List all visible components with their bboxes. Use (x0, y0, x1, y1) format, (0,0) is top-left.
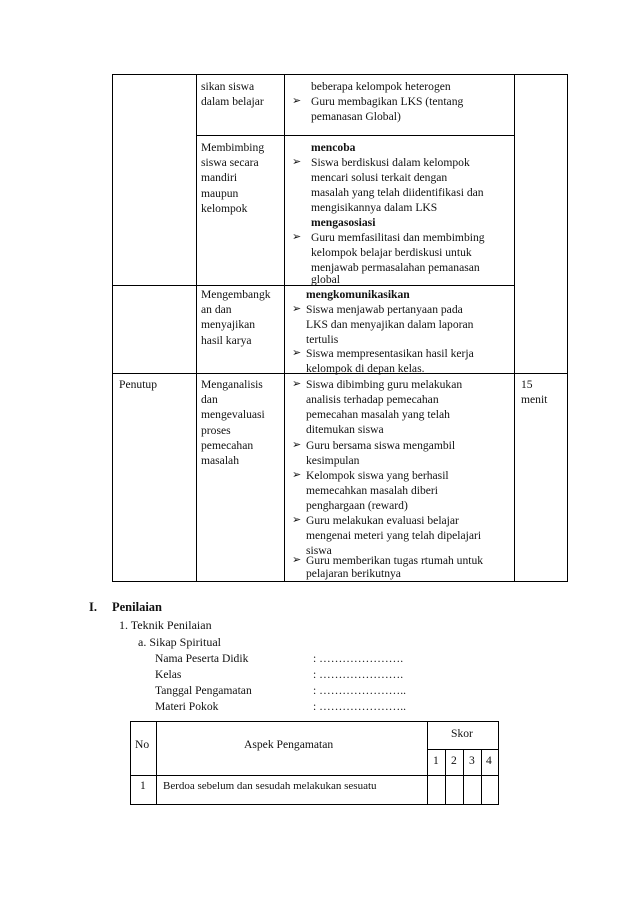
step-cell (201, 377, 265, 468)
activity-line: Kelompok siswa yang berhasil (306, 469, 449, 482)
activity-heading: mengkomunikasikan (306, 288, 410, 301)
row-divider (196, 135, 515, 136)
activity-line: Siswa menjawab pertanyaan pada (306, 303, 463, 316)
score-col-divider (156, 721, 157, 805)
activity-line: Guru memfasilitasi dan membimbing (311, 231, 485, 244)
activity-line: masalah yang telah diidentifikasi dan (311, 186, 484, 199)
row-no: 1 (140, 779, 146, 792)
field-value: : ………………….. (313, 700, 407, 713)
table-border-col3 (284, 74, 285, 582)
step-line: Membimbing (201, 141, 265, 154)
score-table-border-bottom (130, 804, 499, 805)
activity-line: beberapa kelompok heterogen (311, 80, 451, 93)
step-line: hasil karya (201, 333, 252, 347)
activity-line: siswa (306, 544, 332, 557)
table-border-col4 (514, 74, 515, 582)
field-value: : ………………….. (313, 684, 407, 697)
header-score: Skor (451, 727, 473, 740)
activity-heading: mencoba (311, 141, 356, 154)
activity-line: mengisikannya dalam LKS (311, 201, 438, 214)
score-col-divider (445, 749, 446, 805)
table-border-col2 (196, 74, 197, 582)
step-line: masalah (201, 454, 239, 468)
step-cell (201, 287, 271, 348)
phase-cell: Penutup (119, 378, 158, 391)
activity-line: tertulis (306, 333, 339, 346)
score-table-border-left (130, 721, 131, 805)
step-line: Mengembangk (201, 288, 271, 301)
activity-line: global (311, 273, 340, 286)
score-table-border-right (498, 721, 499, 805)
activity-line: Siswa mempresentasikan hasil kerja (306, 347, 474, 360)
bullet-arrow-icon: ➢ (292, 554, 302, 566)
activity-line: pelajaran berikutnya (306, 567, 401, 580)
step-line: dalam belajar (201, 95, 264, 109)
activity-line: kelompok di depan kelas. (306, 362, 425, 375)
row-aspect: Berdoa sebelum dan sesudah melakukan sesuatu (163, 780, 377, 792)
activity-line: Guru membagikan LKS (tentang (311, 95, 464, 108)
bullet-arrow-icon: ➢ (292, 439, 302, 451)
step-line: an dan (201, 303, 232, 317)
activity-line: kesimpulan (306, 454, 360, 467)
score-level: 3 (469, 754, 475, 767)
activity-line: analisis terhadap pemecahan (306, 393, 439, 406)
table-border-left (112, 74, 113, 582)
step-line: dan (201, 393, 218, 407)
score-col-divider (481, 749, 482, 805)
time-unit: menit (521, 393, 548, 407)
step-line: siswa secara (201, 156, 259, 170)
activity-line: mengenai meteri yang telah dipelajari (306, 529, 482, 542)
score-header-divider (130, 775, 499, 776)
bullet-arrow-icon: ➢ (292, 231, 302, 243)
step-line: proses (201, 423, 231, 437)
score-level: 2 (451, 754, 457, 767)
field-value: : …………………. (313, 668, 404, 681)
activity-line: pemecahan masalah yang telah (306, 408, 450, 421)
activity-line: mencari solusi terkait dengan (311, 171, 448, 184)
activity-line: pemanasan Global) (311, 110, 401, 123)
score-table-border-top (130, 721, 499, 722)
bullet-arrow-icon: ➢ (292, 378, 302, 390)
header-aspect: Aspek Pengamatan (244, 738, 334, 751)
field-label: Tanggal Pengamatan (155, 684, 252, 697)
activity-line: LKS dan menyajikan dalam laporan (306, 318, 474, 331)
activity-line: Guru melakukan evaluasi belajar (306, 514, 459, 527)
activity-heading: mengasosiasi (311, 216, 376, 229)
step-line: Menganalisis (201, 378, 263, 391)
activity-line: Siswa berdiskusi dalam kelompok (311, 156, 470, 169)
activity-line: Guru memberikan tugas rtumah untuk (306, 554, 484, 567)
table-border-right (567, 74, 568, 582)
activity-line: menjawab permasalahan pemanasan (311, 261, 480, 274)
subsection-technique: 1. Teknik Penilaian (119, 618, 212, 632)
field-label: Materi Pokok (155, 700, 219, 713)
step-line: mandiri (201, 171, 238, 185)
score-col-divider (427, 721, 428, 805)
section-number: I. (89, 600, 97, 614)
header-no: No (135, 738, 150, 751)
time-cell (521, 377, 547, 407)
activity-line: penghargaan (reward) (306, 499, 408, 512)
bullet-arrow-icon: ➢ (292, 95, 302, 107)
step-line: menyajikan (201, 318, 256, 332)
table-border-top (112, 74, 568, 75)
bullet-arrow-icon: ➢ (292, 303, 302, 315)
step-line: mengevaluasi (201, 408, 265, 422)
step-line: maupun (201, 186, 239, 200)
field-label: Kelas (155, 668, 182, 681)
subsection-spiritual: a. Sikap Spiritual (138, 635, 221, 649)
step-line: kelompok (201, 201, 248, 215)
activity-line: ditemukan siswa (306, 423, 384, 436)
bullet-arrow-icon: ➢ (292, 347, 302, 359)
activity-line: kelompok belajar berdiskusi untuk (311, 246, 472, 259)
score-level: 4 (486, 754, 492, 767)
activity-line: Guru bersama siswa mengambil (306, 439, 456, 452)
activity-line: memecahkan masalah diberi (306, 484, 438, 497)
score-col-divider (463, 749, 464, 805)
step-line: pemecahan (201, 438, 254, 452)
bullet-arrow-icon: ➢ (292, 514, 302, 526)
bullet-arrow-icon: ➢ (292, 156, 302, 168)
field-value: : …………………. (313, 652, 404, 665)
field-label: Nama Peserta Didik (155, 652, 249, 665)
activity-line: Siswa dibimbing guru melakukan (306, 378, 463, 391)
time-value: 15 (521, 378, 533, 391)
score-level: 1 (433, 754, 439, 767)
step-cell (201, 79, 264, 109)
step-cell (201, 140, 264, 216)
section-title: Penilaian (112, 600, 163, 614)
step-line: sikan siswa (201, 80, 255, 93)
bullet-arrow-icon: ➢ (292, 469, 302, 481)
